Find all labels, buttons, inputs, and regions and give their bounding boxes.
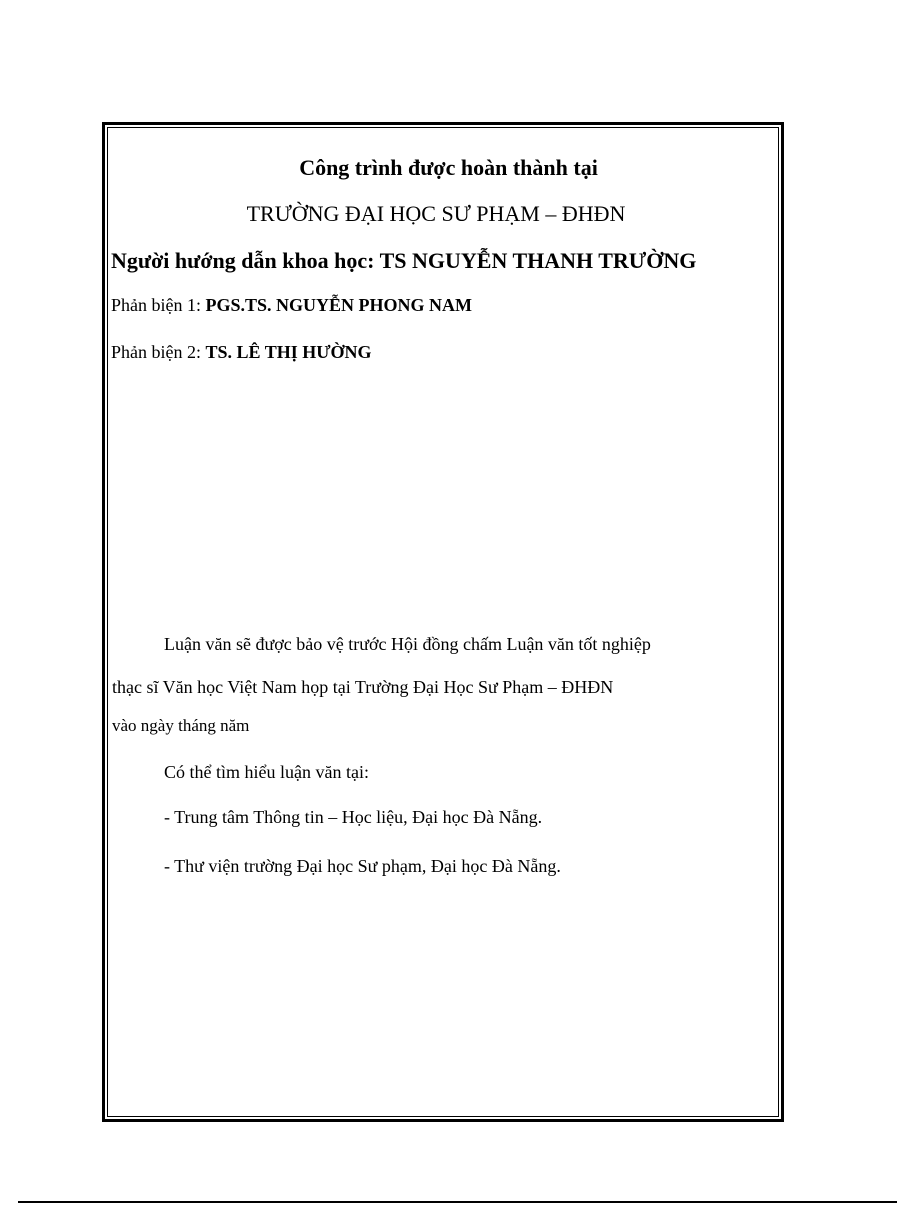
availability-place-1: - Trung tâm Thông tin – Học liệu, Đại học Đà Nẵng.: [164, 807, 543, 827]
reviewer-1-line: [111, 296, 472, 314]
supervisor-line: Người hướng dẫn khoa học: TS NGUYỄN THANH TRƯỜNG: [111, 248, 697, 273]
university-heading: TRƯỜNG ĐẠI HỌC SƯ PHẠM – ĐHĐN: [246, 201, 626, 226]
reviewer-2-line: [111, 343, 372, 361]
reviewer-2-label: Phản biện 2:: [111, 342, 206, 362]
defense-text-line-2: thạc sĩ Văn học Việt Nam họp tại Trường Đại Học Sư Phạm – ĐHĐN: [112, 677, 614, 697]
reviewer-2-name: TS. LÊ THỊ HƯỜNG: [205, 342, 372, 362]
defense-text-line-3: vào ngày tháng năm: [112, 716, 250, 735]
page-border-inner: [107, 127, 779, 1117]
reviewer-1-label: Phản biện 1:: [111, 295, 206, 315]
reviewer-1-name: PGS.TS. NGUYỄN PHONG NAM: [205, 295, 473, 315]
availability-place-2: - Thư viện trường Đại học Sư phạm, Đại học Đà Nẵng.: [164, 856, 561, 876]
defense-text-line-1: Luận văn sẽ được bảo vệ trước Hội đồng chấm Luận văn tốt nghiệp: [164, 634, 651, 654]
availability-intro: Có thể tìm hiểu luận văn tại:: [164, 762, 369, 782]
completed-at-heading: Công trình được hoàn thành tại: [299, 155, 598, 180]
bottom-rule: [18, 1201, 897, 1203]
